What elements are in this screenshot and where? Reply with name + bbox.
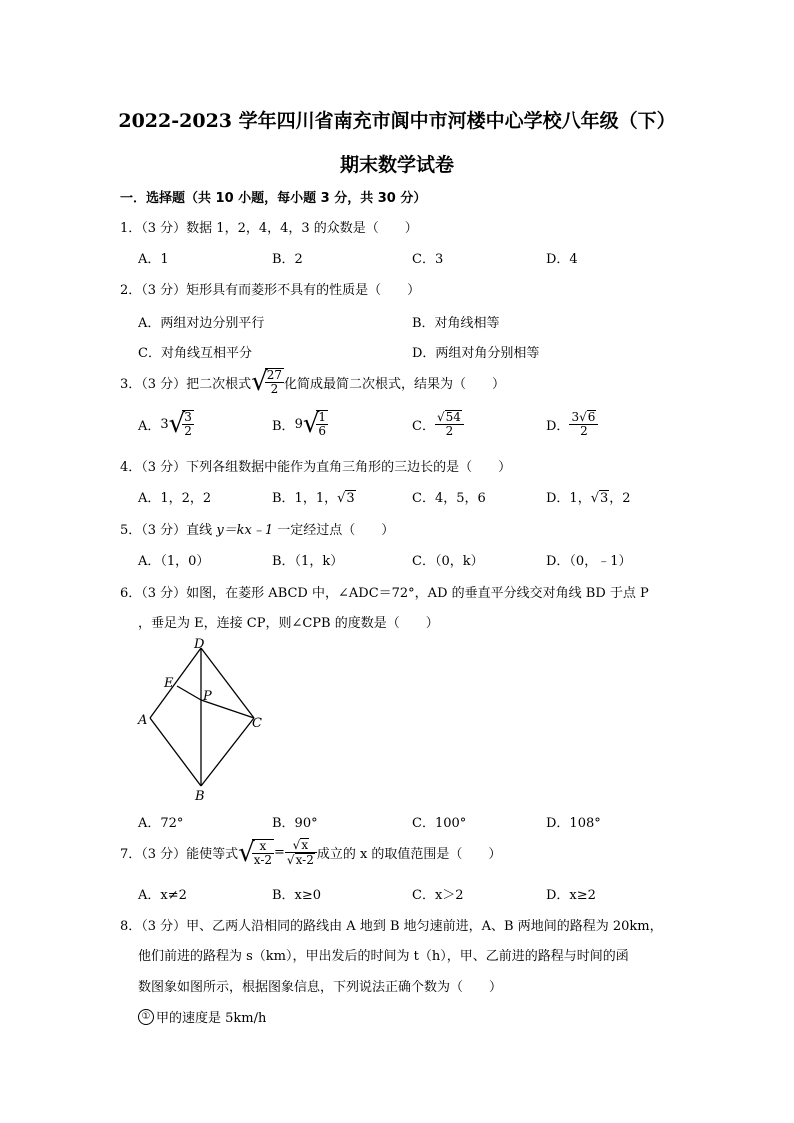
rhombus-figure [130, 636, 270, 804]
label-D: D [194, 637, 205, 652]
question-6-line2: ，垂足为 E，连接 CP，则∠CPB 的度数是（ ） [138, 616, 439, 631]
q3-c-label: C． [412, 418, 435, 434]
question-8-line2: 他们前进的路程为 s（km），甲出发后的时间为 t（h），甲、乙前进的路程与时间的函 [138, 949, 629, 964]
q5-prefix: 5．（3 分）直线 [120, 523, 217, 538]
q3-suffix: 化简成最简二次根式，结果为（ ） [284, 376, 506, 392]
q4-option-b: B．1，1，√3 [272, 491, 355, 506]
question-4: 4．（3 分）下列各组数据中能作为直角三角形的三边长的是（ ） [120, 460, 512, 475]
question-7: 7．（3 分）能使等式 √ $\frac{x}{x-2}$ = $\frac{√x}{√x-2}$ 成立的 x 的取值范围是（ ） [120, 837, 502, 868]
question-1: 1．（3 分）数据 1，2，4，4，3 的众数是（ ） [120, 221, 418, 236]
q2-option-b: B．对角线相等 [412, 316, 500, 331]
label-C: C [252, 716, 262, 731]
q3-c-num: 54 [445, 410, 461, 424]
q8-item1-text: 甲的速度是 5km/h [156, 1011, 267, 1026]
section-heading: 一．选择题（共 10 小题，每小题 3 分，共 30 分） [120, 191, 427, 206]
q3-a-den: 2 [184, 424, 192, 438]
q4-d-text2: ，2 [609, 491, 631, 506]
q3-d-den: 2 [580, 424, 588, 438]
q3-radical: √ $\frac{27}{2}$ [251, 367, 283, 397]
q3-c-den: 2 [445, 424, 454, 438]
q1-option-d: D．4 [546, 252, 578, 267]
q7-option-c: C．x＞2 [412, 888, 464, 903]
side-AB [150, 718, 201, 786]
q7-lhs-num: x [252, 840, 274, 854]
q3-b-den: 6 [318, 424, 327, 438]
question-5 [120, 519, 394, 538]
question-8-line1: 8．（3 分）甲、乙两人沿相同的路线由 A 地到 B 地匀速前进，A、B 两地间的路程为 20km， [120, 919, 663, 934]
label-A: A [138, 713, 148, 728]
q4-option-d: D．1，√3，2 [546, 491, 631, 506]
q7-option-d: D．x≥2 [546, 888, 596, 903]
q7-prefix: 7．（3 分）能使等式 [120, 847, 239, 862]
q7-rhs-den: x-2 [295, 853, 314, 867]
segment-EP [177, 686, 201, 700]
label-P: P [203, 689, 212, 704]
q3-b-label: B． [272, 418, 295, 434]
q5-option-d: D．（0，﹣1） [546, 554, 632, 569]
q7-rhs-num: x [301, 838, 309, 852]
q3-rad-num: 27 [266, 368, 283, 382]
q3-d-num: 6 [587, 410, 596, 424]
q6-option-b: B．90° [272, 816, 318, 831]
q3-rad-den: 2 [270, 382, 279, 396]
q7-option-a: A．x≠2 [138, 888, 187, 903]
label-B: B [195, 789, 205, 804]
q6-option-c: C．100° [412, 816, 467, 831]
q3-b-num: 1 [318, 410, 327, 424]
q3-option-c: C． $\frac{√54}{2}$ [412, 410, 464, 438]
q4-d-text1: D．1， [546, 491, 591, 506]
q5-equation: y＝kx﹣1 [216, 523, 274, 538]
question-2: 2．（3 分）矩形具有而菱形不具有的性质是（ ） [120, 283, 421, 298]
q4-option-c: C．4，5，6 [412, 491, 486, 506]
q5-option-c: C．（0，k） [412, 554, 484, 569]
q6-option-a: A．72° [138, 816, 184, 831]
q7-suffix: 成立的 x 的取值范围是（ ） [316, 847, 502, 862]
q5-option-a: A．（1，0） [138, 554, 210, 569]
side-DC [201, 648, 254, 718]
q1-option-a: A．1 [138, 252, 169, 267]
q6-option-d: D．108° [546, 816, 601, 831]
q3-d-label: D． [546, 418, 570, 434]
question-6-line1: 6．（3 分）如图，在菱形 ABCD 中，∠ADC＝72°，AD 的垂直平分线交对角线 BD 于点 P [120, 586, 649, 601]
q4-d-rad: 3 [600, 491, 609, 506]
q8-item1-marker: ① [138, 1009, 154, 1025]
question-8-line3: 数图象如图所示，根据图象信息，下列说法正确个数为（ ） [138, 980, 503, 995]
q3-prefix: 3．（3 分）把二次根式 [120, 376, 252, 392]
question-3 [120, 368, 505, 396]
q5-option-b: B．（1，k） [272, 554, 344, 569]
side-DA [150, 648, 201, 718]
q3-a-num: 3 [184, 410, 192, 424]
q7-equals: = [274, 845, 285, 860]
exam-title-line1: 2022-2023 学年四川省南充市阆中市河楼中心学校八年级（下） [118, 110, 676, 132]
q3-option-d: D． $\frac{3√6}{2}$ [546, 410, 598, 438]
q1-option-c: C．3 [412, 252, 444, 267]
q4-b-text: B．1，1， [272, 491, 338, 506]
label-E: E [164, 676, 174, 691]
q8-statement-1 [138, 1007, 266, 1026]
q2-option-a: A．两组对边分别平行 [138, 316, 265, 331]
q4-option-a: A．1，2，2 [138, 491, 212, 506]
q1-option-b: B．2 [272, 252, 303, 267]
q3-b-coef: 9 [294, 416, 303, 432]
q3-a-label: A． [138, 418, 161, 434]
q3-a-coef: 3 [160, 416, 169, 432]
q3-d-coef: 3 [571, 410, 580, 424]
q2-option-c: C．对角线互相平分 [138, 346, 252, 361]
q3-option-a: A． 3 √ $\frac{3}{2}$ [138, 409, 192, 439]
side-CB [201, 718, 254, 786]
q3-option-b: B． 9 √ $\frac{1}{6}$ [272, 409, 327, 439]
q7-option-b: B．x≥0 [272, 888, 322, 903]
q7-lhs-den: x-2 [253, 852, 273, 867]
q4-b-rad: 3 [346, 491, 355, 506]
exam-title-line2: 期末数学试卷 [339, 154, 454, 176]
q2-option-d: D．两组对角分别相等 [412, 346, 540, 361]
q5-suffix: 一定经过点（ ） [273, 523, 395, 538]
